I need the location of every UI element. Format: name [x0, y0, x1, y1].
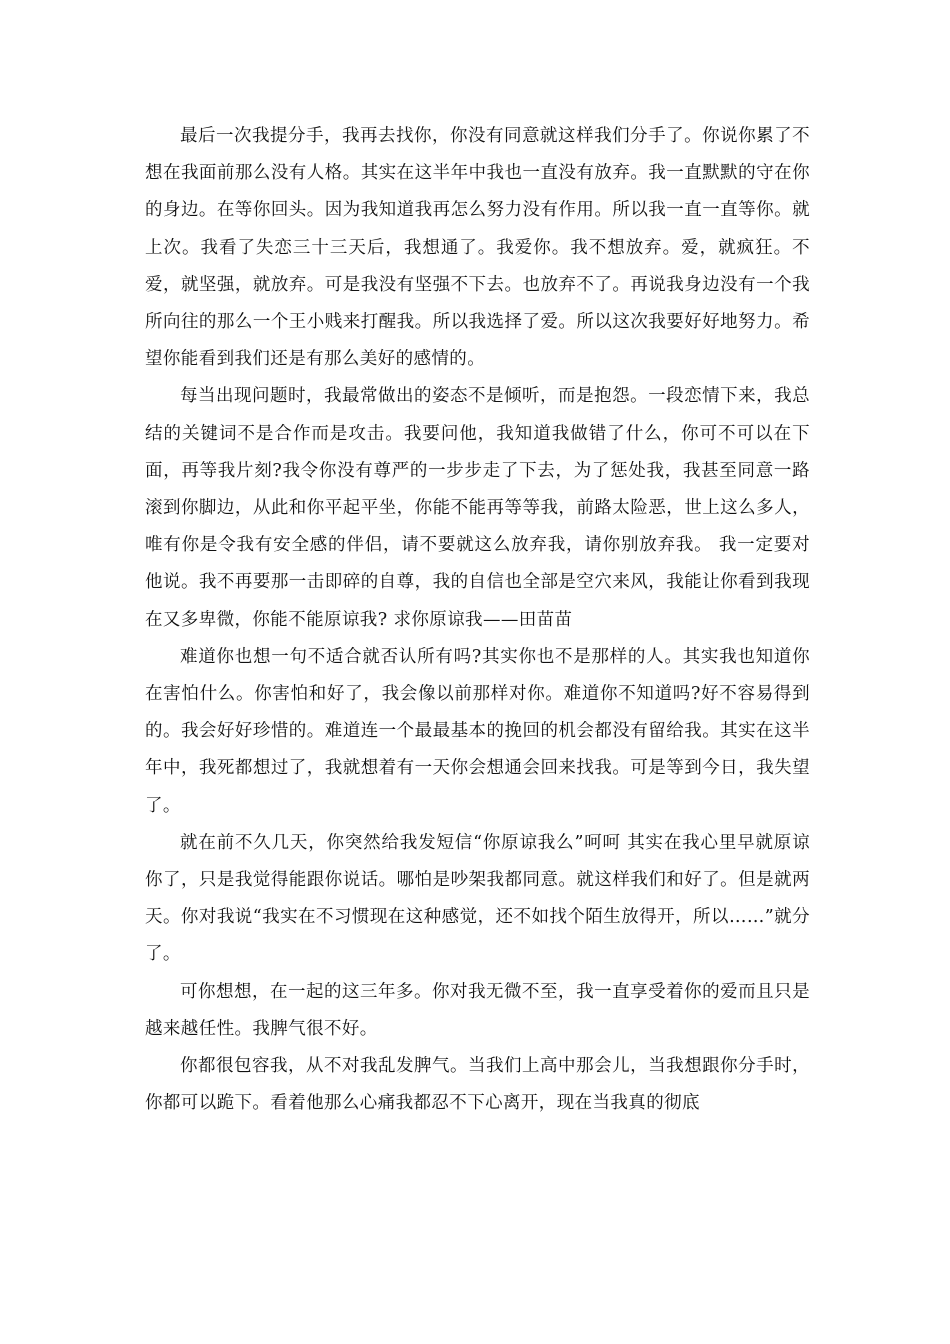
paragraph-2: 每当出现问题时，我最常做出的姿态不是倾听，而是抱怨。一段恋情下来，我总结的关键词不是合作而是攻击。我要问他，我知道我做错了什么，你可不可以在下面，再等我片刻?我令你没有尊严的一步步走了下去，为了惩处我，我甚至同意一路滚到你脚边，从此和你平起平坐，你能不能再等等我，前路太险恶，世上这么多人，唯有你是令我有安全感的伴侣，请不要就这么放弃我，请你别放弃我。 我一定要对他说。我不再要那一击即碎的自尊，我的自信也全部是空穴来风，我能让你看到我现在又多卑微，你能不能原谅我? 求你原谅我——田苗苗	[145, 386, 810, 630]
paragraph-6: 你都很包容我，从不对我乱发脾气。当我们上高中那会儿，当我想跟你分手时，你都可以跪下。看着他那么心痛我都忍不下心离开，现在当我真的彻底	[145, 1056, 810, 1114]
document-body	[145, 118, 810, 1122]
paragraph-4: 就在前不久几天，你突然给我发短信“你原谅我么”呵呵 其实在我心里早就原谅你了，只是我觉得能跟你说话。哪怕是吵架我都同意。就这样我们和好了。但是就两天。你对我说“我实在不习惯现在这种感觉，还不如找个陌生放得开，所以……”就分了。	[145, 832, 810, 965]
paragraph-1: 最后一次我提分手，我再去找你，你没有同意就这样我们分手了。你说你累了不想在我面前那么没有人格。其实在这半年中我也一直没有放弃。我一直默默的守在你的身边。在等你回头。因为我知道我再怎么努力没有作用。所以我一直一直等你。就上次。我看了失恋三十三天后，我想通了。我爱你。我不想放弃。爱，就疯狂。不爱，就坚强，就放弃。可是我没有坚强不下去。也放弃不了。再说我身边没有一个我所向往的那么一个王小贱来打醒我。所以我选择了爱。所以这次我要好好地努力。希望你能看到我们还是有那么美好的感情的。	[145, 126, 810, 370]
paragraph-3: 难道你也想一句不适合就否认所有吗?其实你也不是那样的人。其实我也知道你在害怕什么。你害怕和好了，我会像以前那样对你。难道你不知道吗?好不容易得到的。我会好好珍惜的。难道连一个最最基本的挽回的机会都没有留给我。其实在这半年中，我死都想过了，我就想着有一天你会想通会回来找我。可是等到今日，我失望了。	[145, 646, 810, 816]
paragraph-5: 可你想想，在一起的这三年多。你对我无微不至，我一直享受着你的爱而且只是越来越任性。我脾气很不好。	[145, 981, 810, 1039]
